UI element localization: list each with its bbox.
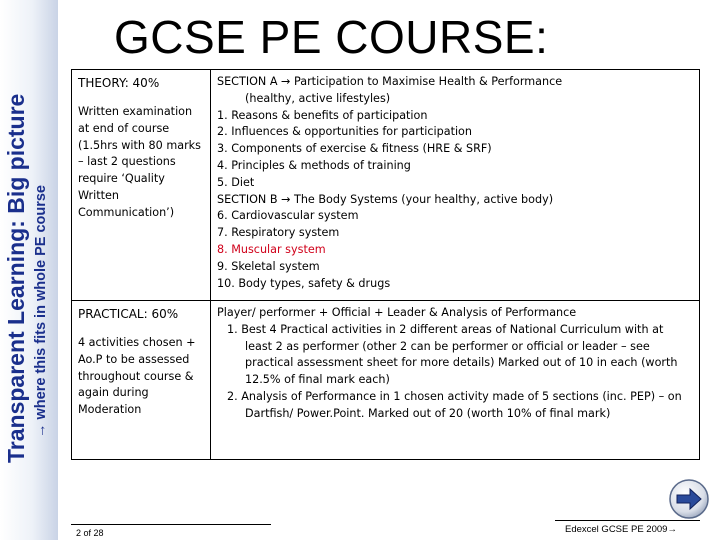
theory-cell (72, 70, 211, 301)
practical-cell (72, 301, 211, 460)
page-number: 2 of 28 (76, 528, 104, 538)
footer-divider (555, 520, 700, 521)
page-footer (71, 524, 271, 541)
practical-point-1: 1. Best 4 Practical activities in 2 different areas of National Curriculum with at least 2 as performer (other 2 can be performer or official or leader – see practical assessment sheet for more details) Marked out of 10 in each (worth 12.5% of final mark each) (227, 322, 678, 387)
practical-label: PRACTICAL: 60% (78, 307, 179, 321)
theory-item-3: 3. Components of exercise & fitness (HRE & SRF) (217, 142, 492, 156)
theory-item-4: 4. Principles & methods of training (217, 158, 411, 172)
theory-content (211, 70, 700, 301)
footer-credit: Edexcel GCSE PE 2009→ (565, 524, 677, 535)
section-a-heading: SECTION A → Participation to Maximise Health & Performance (217, 75, 563, 88)
theory-item-10: 10. Body types, safety & drugs (217, 276, 391, 290)
theory-item-8-highlight: 8. Muscular system (217, 242, 326, 256)
theory-description: Written examination at end of course (1.5hrs with 80 marks – last 2 questions require ‘Quality Written Communication’) (78, 105, 201, 219)
theory-item-7: 7. Respiratory system (217, 226, 340, 240)
practical-point-2: 2. Analysis of Performance in 1 chosen activity made of 5 sections (inc. PEP) – on Dartfish/ Power.Point. Marked out of 20 (worth 10% of final mark) (227, 389, 682, 420)
slide-title: GCSE PE COURSE: (114, 11, 549, 63)
sidebar-title: Transparent Learning: Big picture (3, 93, 29, 463)
practical-content (211, 301, 700, 460)
section-a-subheading: (healthy, active lifestyles) (245, 91, 391, 105)
theory-row (72, 70, 700, 301)
sidebar-subtitle: → where this fits in whole PE course (33, 185, 49, 438)
next-slide-button[interactable] (668, 478, 710, 520)
course-table (71, 69, 700, 460)
theory-item-6: 6. Cardiovascular system (217, 209, 359, 223)
theory-item-2: 2. Influences & opportunities for participation (217, 125, 472, 139)
arrow-right-icon (668, 478, 710, 520)
theory-item-9: 9. Skeletal system (217, 259, 320, 273)
section-b-heading: SECTION B → The Body Systems (your healthy, active body) (217, 192, 554, 206)
theory-item-1: 1. Reasons & benefits of participation (217, 108, 428, 122)
practical-heading: Player/ performer + Official + Leader & Analysis of Performance (217, 306, 577, 319)
sidebar-banner (0, 0, 58, 540)
theory-item-5: 5. Diet (217, 175, 255, 189)
practical-row (72, 301, 700, 460)
practical-description: 4 activities chosen + Ao.P to be assessed throughout course & again during Moderation (78, 336, 196, 417)
theory-label: THEORY: 40% (78, 76, 160, 90)
